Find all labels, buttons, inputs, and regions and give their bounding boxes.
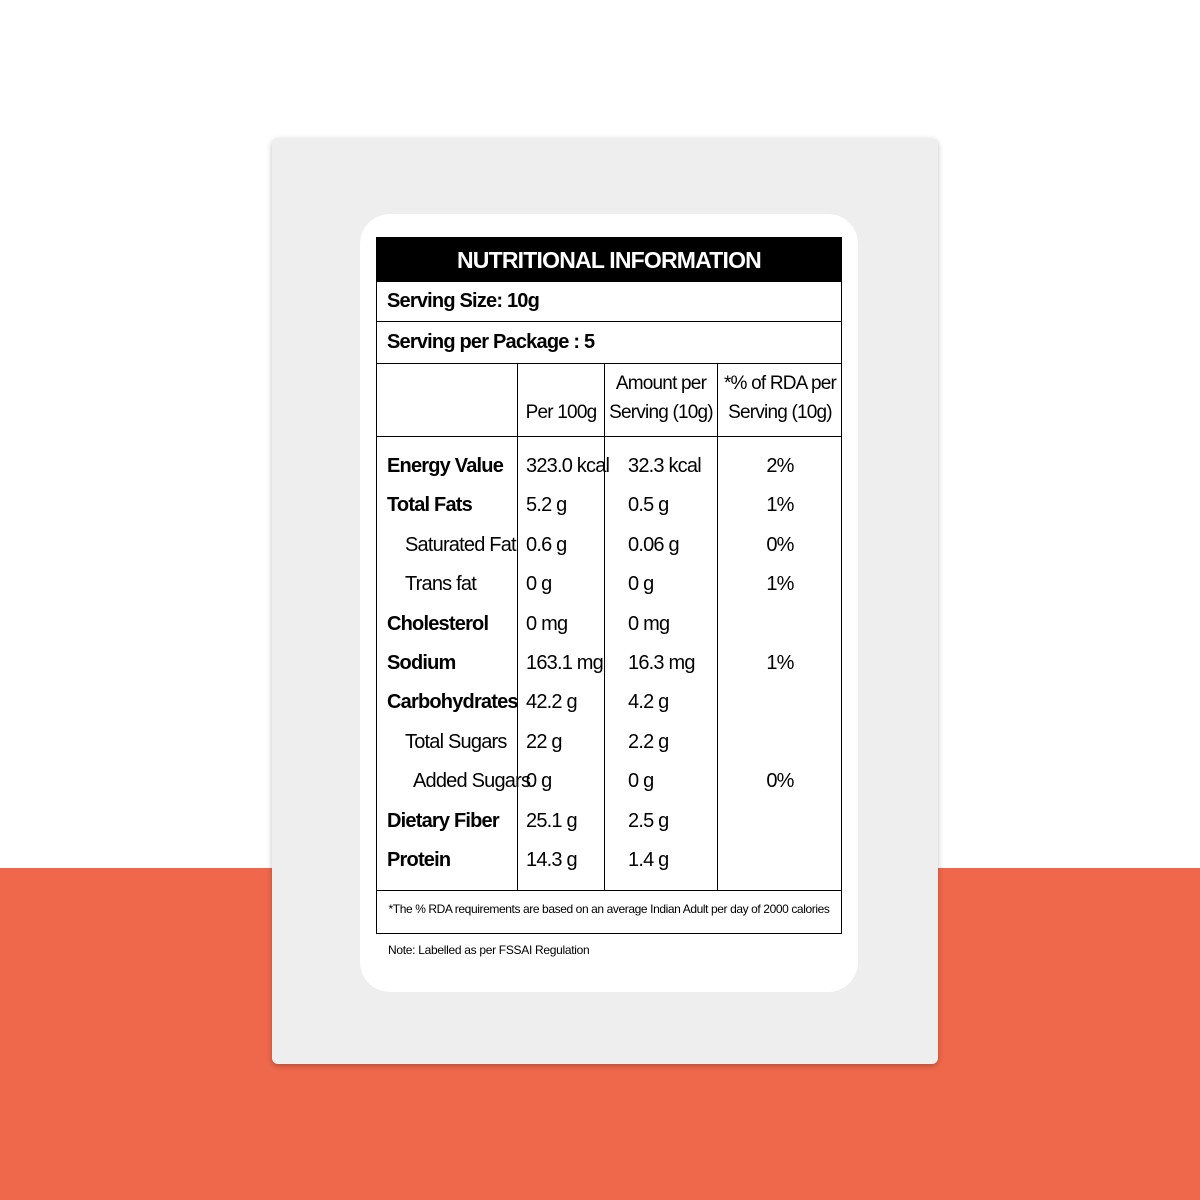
- value-per-serving: 0 g: [628, 770, 654, 793]
- column-header-rda-line2: Serving (10g): [728, 402, 832, 423]
- value-per-serving: 0 g: [628, 573, 654, 596]
- value-per100: 42.2 g: [526, 691, 577, 714]
- nutrient-name: Saturated Fat: [405, 533, 516, 556]
- nutrient-name: Total Sugars: [405, 730, 507, 753]
- nutrient-name: Protein: [387, 849, 451, 871]
- header-divider: [377, 436, 841, 437]
- value-per100: 25.1 g: [526, 809, 577, 832]
- value-per-serving: 4.2 g: [628, 691, 669, 714]
- rda-footnote: *The % RDA requirements are based on an average Indian Adult per day of 2000 calories: [388, 902, 830, 916]
- column-divider: [717, 364, 718, 890]
- column-header-rda-line1: *% of RDA per: [723, 373, 837, 394]
- nutrient-name: Trans fat: [405, 573, 476, 596]
- value-per100: 323.0 kcal: [526, 455, 610, 477]
- value-per100: 22 g: [526, 730, 562, 753]
- value-rda: 0%: [766, 533, 794, 556]
- nutrient-name: Dietary Fiber: [387, 809, 499, 832]
- value-per100: 0 g: [526, 770, 552, 793]
- footer-divider: [377, 890, 841, 891]
- regulation-note: Note: Labelled as per FSSAI Regulation: [388, 943, 590, 957]
- value-per-serving: 0.5 g: [628, 494, 669, 517]
- value-per-serving: 2.5 g: [628, 809, 669, 832]
- value-per100: 14.3 g: [526, 849, 577, 871]
- nutrient-name: Energy Value: [387, 455, 504, 477]
- nutrient-name: Cholesterol: [387, 612, 489, 635]
- servings-per-package: Serving per Package : 5: [377, 322, 841, 364]
- column-header-amount-line1: Amount per: [615, 373, 707, 394]
- value-per-serving: 0.06 g: [628, 533, 679, 556]
- value-per-serving: 0 mg: [628, 612, 670, 635]
- table-title: NUTRITIONAL INFORMATION: [377, 238, 841, 282]
- value-per-serving: 1.4 g: [628, 849, 669, 871]
- column-header-per100: Per 100g: [525, 402, 597, 423]
- column-divider: [517, 364, 518, 890]
- nutrition-table: [376, 237, 842, 934]
- nutrient-name: Total Fats: [387, 494, 472, 517]
- nutrient-name: Sodium: [387, 652, 456, 674]
- nutrient-name: Added Sugars: [413, 770, 531, 793]
- value-rda: 1%: [766, 573, 794, 596]
- value-per100: 0 g: [526, 573, 552, 596]
- nutrient-name: Carbohydrates: [387, 691, 518, 714]
- value-per100: 0 mg: [526, 612, 568, 635]
- serving-size: Serving Size: 10g: [377, 282, 841, 322]
- value-per-serving: 16.3 mg: [628, 652, 695, 674]
- value-rda: 0%: [766, 770, 794, 793]
- value-rda: 1%: [766, 652, 794, 674]
- value-per-serving: 2.2 g: [628, 730, 669, 753]
- column-header-amount: [605, 369, 717, 427]
- column-divider: [604, 364, 605, 890]
- value-per-serving: 32.3 kcal: [628, 455, 701, 477]
- value-rda: 2%: [766, 455, 794, 477]
- value-rda: 1%: [766, 494, 794, 517]
- column-header-rda: [718, 369, 842, 427]
- value-per100: 5.2 g: [526, 494, 567, 517]
- value-per100: 163.1 mg: [526, 652, 603, 674]
- column-header-amount-line2: Serving (10g): [609, 402, 713, 423]
- value-per100: 0.6 g: [526, 533, 567, 556]
